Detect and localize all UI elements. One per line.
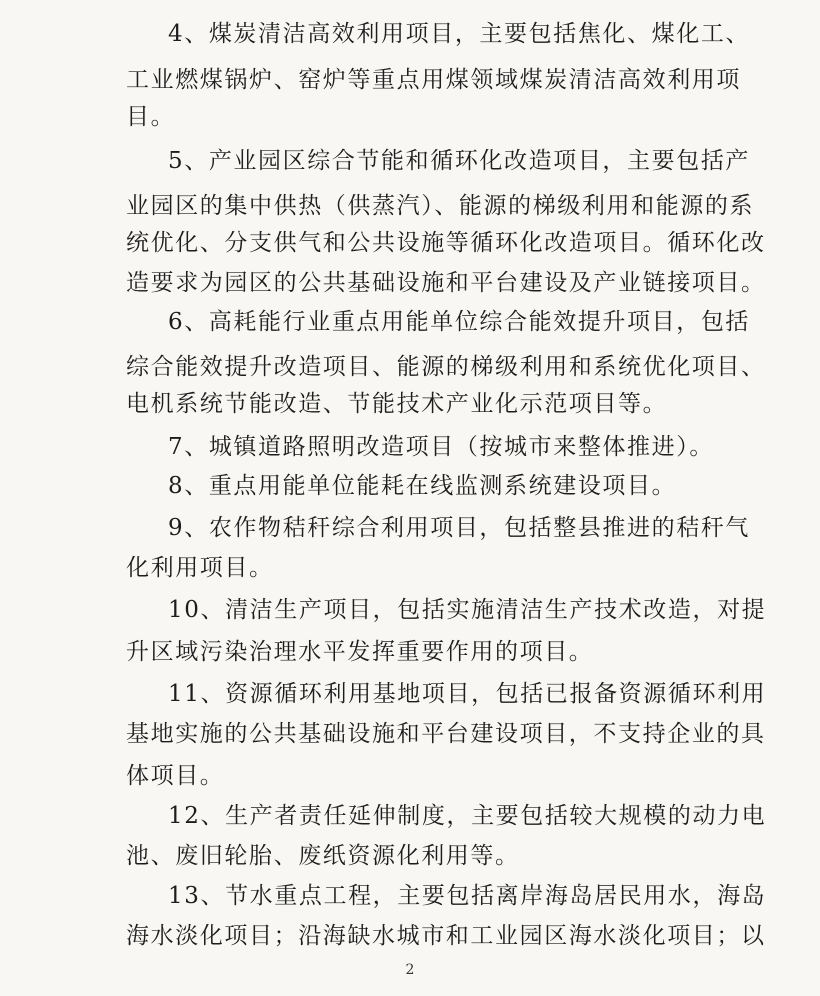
text-line: 12、生产者责任延伸制度，主要包括较大规模的动力电 xyxy=(168,803,767,829)
text-line: 6、高耗能行业重点用能单位综合能效提升项目，包括 xyxy=(168,309,751,335)
text-line: 综合能效提升改造项目、能源的梯级利用和系统优化项目、 xyxy=(126,354,766,380)
text-line: 8、重点用能单位能耗在线监测系统建设项目。 xyxy=(168,473,677,499)
text-line: 9、农作物秸秆综合利用项目，包括整县推进的秸秆气 xyxy=(168,515,751,541)
text-line: 4、煤炭清洁高效利用项目，主要包括焦化、煤化工、 xyxy=(168,21,751,47)
text-line: 池、废旧轮胎、废纸资源化利用等。 xyxy=(126,843,520,869)
text-line: 目。 xyxy=(126,104,176,130)
text-line: 业园区的集中供热（供蒸汽）、能源的梯级利用和能源的系 xyxy=(126,193,755,219)
text-line: 电机系统节能改造、节能技术产业化示范项目等。 xyxy=(126,391,668,417)
text-line: 造要求为园区的公共基础设施和平台建设及产业链接项目。 xyxy=(126,270,766,296)
text-line: 体项目。 xyxy=(126,763,225,789)
text-line: 统优化、分支供气和公共设施等循环化改造项目。循环化改 xyxy=(126,230,766,256)
text-line: 化利用项目。 xyxy=(126,555,274,581)
text-line: 5、产业园区综合节能和循环化改造项目，主要包括产 xyxy=(168,148,751,174)
text-line: 7、城镇道路照明改造项目（按城市来整体推进）。 xyxy=(168,434,714,460)
text-line: 升区域污染治理水平发挥重要作用的项目。 xyxy=(126,639,594,665)
page-number: 2 xyxy=(405,962,415,978)
text-line: 工业燃煤锅炉、窑炉等重点用煤领域煤炭清洁高效利用项 xyxy=(126,67,741,93)
text-line: 海水淡化项目；沿海缺水城市和工业园区海水淡化项目；以 xyxy=(126,923,766,949)
text-line: 基地实施的公共基础设施和平台建设项目，不支持企业的具 xyxy=(126,721,766,747)
text-line: 13、节水重点工程，主要包括离岸海岛居民用水，海岛 xyxy=(168,883,767,909)
text-line: 10、清洁生产项目，包括实施清洁生产技术改造，对提 xyxy=(168,597,767,623)
text-line: 11、资源循环利用基地项目，包括已报备资源循环利用 xyxy=(168,681,767,707)
